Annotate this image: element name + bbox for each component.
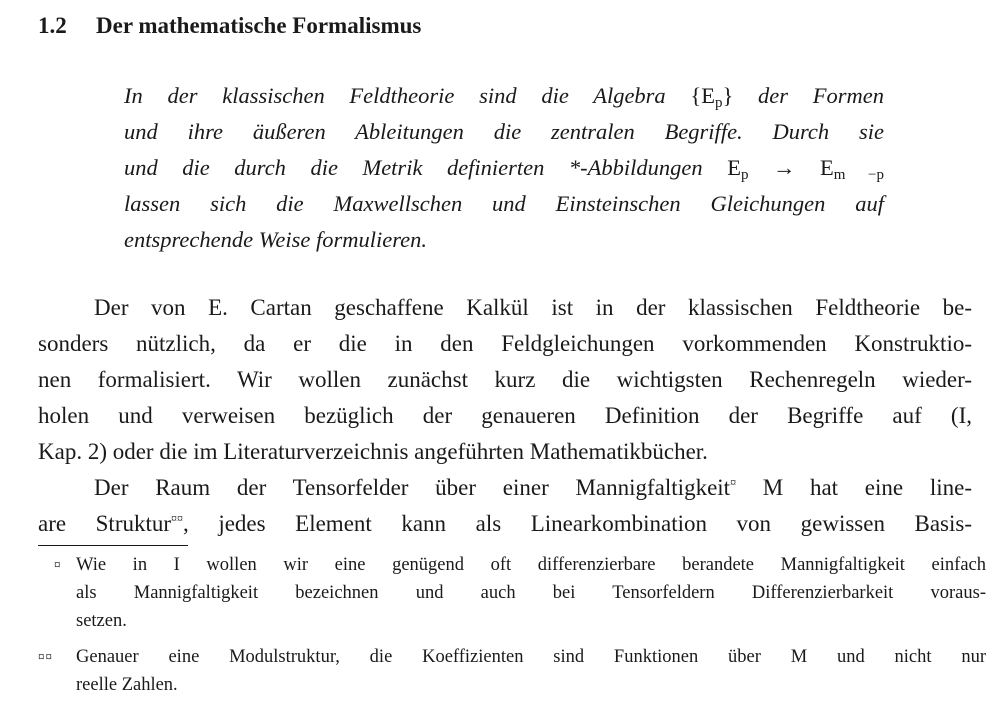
abstract-line: lassen sich die Maxwellschen und Einsteinschen Gleichungen auf: [124, 191, 884, 216]
footnote-marker[interactable]: ¤: [730, 475, 737, 489]
section-number: 1.2: [38, 13, 67, 38]
formula-star-map: [727, 155, 884, 183]
formula-algebra: [690, 83, 734, 111]
abstract-text: In der klassischen Feldtheorie sind die Algebra: [124, 83, 691, 108]
body-text: [38, 290, 972, 542]
formula-part: {E: [690, 83, 715, 108]
abstract-text: und die durch die Metrik definierten *-Abbildungen: [124, 155, 728, 180]
footnote-line: Genauer eine Modulstruktur, die Koeffizienten sind Funktionen über M und nicht nur: [76, 647, 986, 667]
footnote-line: als Mannigfaltigkeit bezeichnen und auch bei Tensorfeldern Differenzierbarkeit voraus-: [76, 583, 986, 603]
footnote-line: Wie in I wollen wir eine genügend oft differenzierbare berandete Mannigfaltigkeit einfach: [76, 555, 986, 575]
formula-part: E: [727, 155, 741, 180]
abstract-line: [124, 78, 884, 114]
body-text-part: M hat eine line-: [736, 475, 972, 500]
abstract-line: und ihre äußeren Ableitungen die zentralen Begriffe. Durch sie: [124, 119, 884, 144]
footnote-separator: [38, 545, 188, 546]
section-heading: [38, 6, 421, 46]
formula-subscript: p: [714, 95, 723, 111]
section-abstract: [124, 78, 884, 258]
body-line: sonders nützlich, da er die in den Feldgleichungen vorkommenden Konstruktio-: [38, 331, 972, 356]
abstract-line: [124, 150, 884, 186]
body-text-part: Der Raum der Tensorfelder über einer Mannigfaltigkeit: [94, 475, 731, 500]
footnote: [38, 644, 986, 700]
footnote-line: setzen.: [76, 611, 127, 631]
body-line: Der von E. Cartan geschaffene Kalkül ist in der klassischen Feldtheorie be-: [94, 295, 972, 320]
abstract-text: der Formen: [733, 83, 884, 108]
footnote-line: reelle Zahlen.: [76, 675, 178, 695]
footnote-mark: ¤¤: [38, 649, 53, 664]
formula-subscript: p: [740, 167, 749, 183]
formula-part: → E: [748, 155, 834, 180]
footnote: [38, 552, 986, 636]
body-line: nen formalisiert. Wir wollen zunächst kurz die wichtigsten Rechenregeln wieder-: [38, 367, 972, 392]
body-line: [38, 506, 972, 542]
section-title: Der mathematische Formalismus: [96, 13, 422, 38]
body-line: Kap. 2) oder die im Literaturverzeichnis angeführten Mathematikbücher.: [38, 439, 708, 464]
footnote-mark: ¤: [54, 557, 62, 572]
abstract-line: entsprechende Weise formulieren.: [124, 227, 428, 252]
body-text-part: are Struktur: [38, 511, 172, 536]
footnote-marker[interactable]: ¤¤: [171, 511, 184, 525]
footnotes: [38, 552, 986, 700]
body-line: [38, 470, 972, 506]
body-text-part: , jedes Element kann als Linearkombination von gewissen Basis-: [183, 511, 972, 536]
formula-part: }: [722, 83, 734, 108]
formula-subscript: m −p: [833, 167, 884, 183]
body-line: holen und verweisen bezüglich der genaueren Definition der Begriffe auf (I,: [38, 403, 972, 428]
